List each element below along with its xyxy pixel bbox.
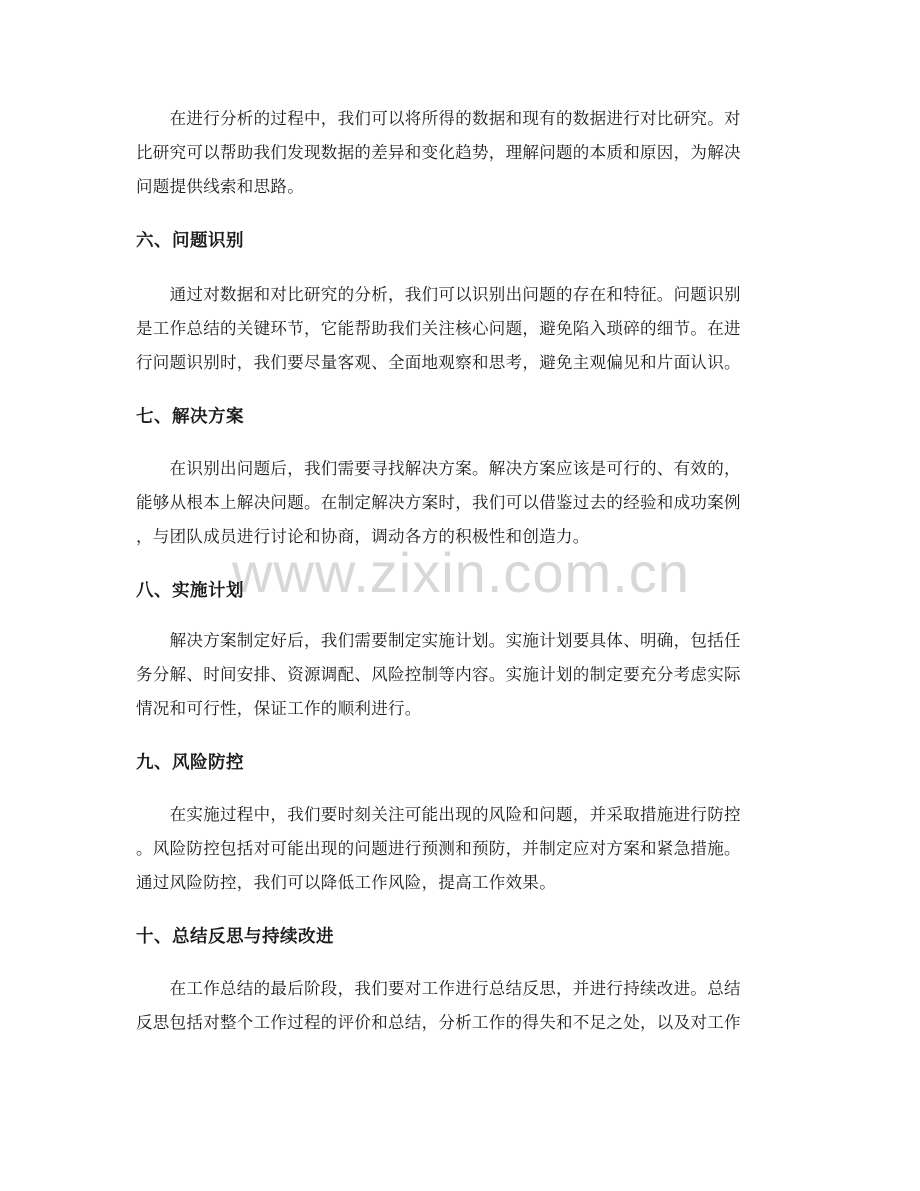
section-title: 七、解决方案 <box>136 407 244 427</box>
section-heading <box>136 920 786 954</box>
paragraph-line: 在进行分析的过程中，我们可以将所得的数据和现有的数据进行对比研究。对 <box>136 109 741 128</box>
section-paragraph <box>136 798 786 900</box>
section-paragraph <box>136 972 786 1040</box>
intro-paragraph <box>136 102 786 204</box>
paragraph-line: 。风险防控包括对可能出现的问题进行预测和预防，并制定应对方案和紧急措施。 <box>136 839 741 858</box>
section-heading <box>136 574 786 608</box>
paragraph-line: 务分解、时间安排、资源调配、风险控制等内容。实施计划的制定要充分考虑实际 <box>136 665 741 684</box>
paragraph-line: 是工作总结的关键环节，它能帮助我们关注核心问题，避免陷入琐碎的细节。在进 <box>136 319 741 338</box>
paragraph-line: 情况和可行性，保证工作的顺利进行。 <box>136 699 422 718</box>
watermark: www.zixin.com.cn <box>232 541 690 604</box>
paragraph-line: 在实施过程中，我们要时刻关注可能出现的风险和问题，并采取措施进行防控 <box>136 805 741 824</box>
paragraph-line: 行问题识别时，我们要尽量客观、全面地观察和思考，避免主观偏见和片面认识。 <box>136 353 741 372</box>
section-heading <box>136 400 786 434</box>
section-paragraph <box>136 452 786 554</box>
section-heading <box>136 746 786 780</box>
paragraph-line: 解决方案制定好后，我们需要制定实施计划。实施计划要具体、明确，包括任 <box>136 631 741 650</box>
paragraph-line: 问题提供线索和思路。 <box>136 177 304 196</box>
section-title: 六、问题识别 <box>136 231 244 251</box>
paragraph-line: 在识别出问题后，我们需要寻找解决方案。解决方案应该是可行的、有效的， <box>136 459 741 478</box>
section-paragraph <box>136 624 786 726</box>
section-heading <box>136 224 786 258</box>
paragraph-line: 比研究可以帮助我们发现数据的差异和变化趋势，理解问题的本质和原因，为解决 <box>136 143 741 162</box>
section-title: 九、风险防控 <box>136 753 244 773</box>
paragraph-line: 反思包括对整个工作过程的评价和总结，分析工作的得失和不足之处，以及对工作 <box>136 1013 741 1032</box>
section-paragraph <box>136 278 786 380</box>
section-title: 八、实施计划 <box>136 581 244 601</box>
paragraph-line: 通过风险防控，我们可以降低工作风险，提高工作效果。 <box>136 873 556 892</box>
section-title: 十、总结反思与持续改进 <box>136 927 334 947</box>
paragraph-line: 能够从根本上解决问题。在制定解决方案时，我们可以借鉴过去的经验和成功案例 <box>136 493 741 512</box>
paragraph-line: 通过对数据和对比研究的分析，我们可以识别出问题的存在和特征。问题识别 <box>136 285 741 304</box>
paragraph-line: ，与团队成员进行讨论和协商，调动各方的积极性和创造力。 <box>136 527 590 546</box>
paragraph-line: 在工作总结的最后阶段，我们要对工作进行总结反思，并进行持续改进。总结 <box>136 979 741 998</box>
